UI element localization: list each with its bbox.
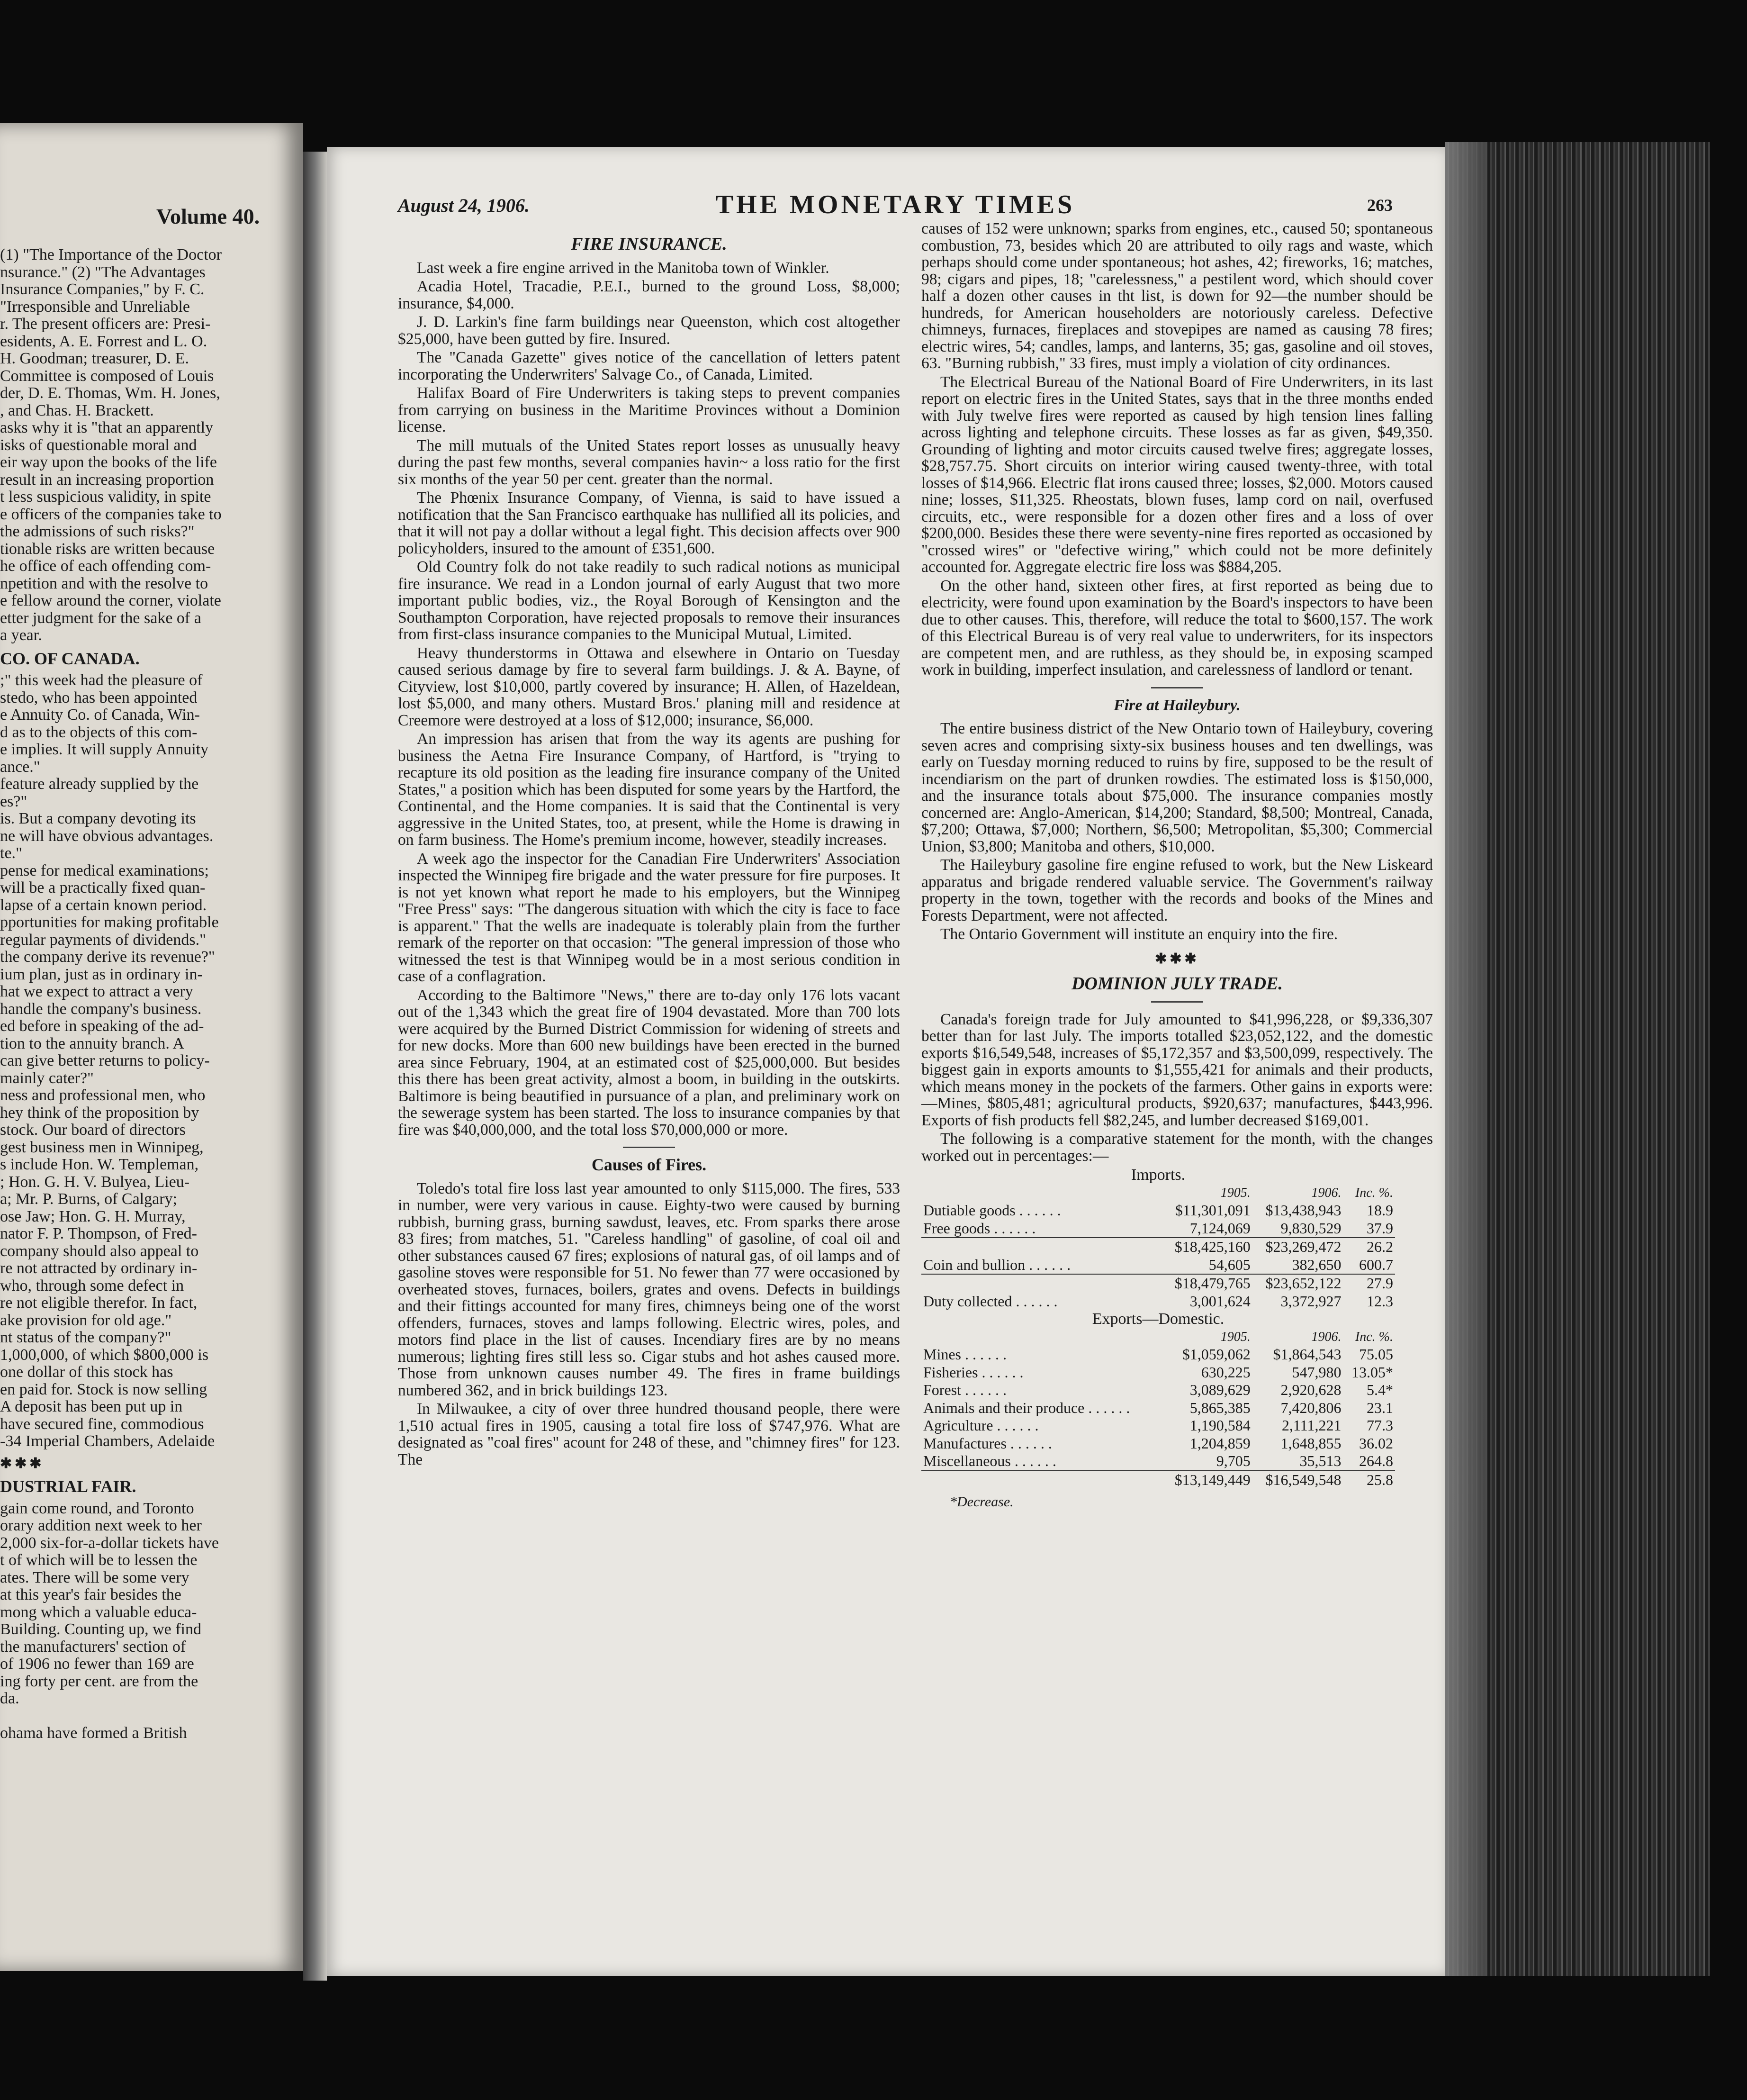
paragraph: Last week a fire engine arrived in the Manitoba town of Winkler.: [417, 259, 829, 277]
text-line: en paid for. Stock is now selling: [0, 1381, 207, 1398]
table-row: [921, 1471, 1395, 1489]
row-label: Agriculture . . . . . .: [923, 1417, 1039, 1434]
paragraph: Heavy thunderstorms in Ottawa and elsewhere in Ontario on Tuesday caused serious damage by fire to several farm buildings. J. & A. Bayne, of Cityview, lost $10,000, partly covered by insurance; H. Allen, of Hazeldean, lost $5,000, and many others. Mustard Bros.' planing mill and residence at Creemore were destroyed at a loss of $12,000; insurance, $6,000.: [398, 644, 900, 729]
section-title: Imports.: [1131, 1166, 1186, 1184]
value-1905: $1,059,062: [1182, 1346, 1251, 1363]
table-section-title: [921, 1310, 1395, 1328]
header-cell: Inc. %.: [1355, 1185, 1393, 1200]
paragraph: The "Canada Gazette" gives notice of the cancellation of letters patent incorporating the Underwriters' Salvage Co., of Canada, Limited.: [398, 349, 900, 383]
value-1905: 7,124,069: [1189, 1219, 1251, 1237]
text-line: e fellow around the corner, violate: [0, 592, 221, 609]
value-inc: 5.4*: [1367, 1381, 1393, 1398]
value-inc: 27.9: [1343, 1274, 1395, 1293]
text-line: eir way upon the books of the life: [0, 454, 217, 471]
paragraph: Halifax Board of Fire Underwriters is taking steps to prevent companies from carrying on business in the Maritime Provinces without a Dominion license.: [398, 384, 900, 435]
text-line: will be a practically fixed quan-: [0, 879, 206, 896]
table-row: [921, 1293, 1395, 1311]
section-separator: ✱✱✱: [1155, 950, 1199, 967]
value-1905: 3,001,624: [1189, 1292, 1251, 1310]
value-inc: 25.8: [1343, 1471, 1395, 1489]
row-label: Free goods . . . . . .: [923, 1219, 1036, 1237]
paragraph: Acadia Hotel, Tracadie, P.E.I., burned to the ground Loss, $8,000; insurance, $4,000.: [398, 278, 900, 312]
value-1905: 1,204,859: [1189, 1434, 1251, 1452]
page-number: 263: [1367, 196, 1393, 215]
paragraph: In Milwaukee, a city of over three hundred thousand people, there were 1,510 actual fires in 1905, causing a total fire loss of $747,976. What are designated as "coal fires" acount for 248 of these, and "chimney fires" for 123. The: [398, 1400, 900, 1468]
table-row: [921, 1346, 1395, 1364]
value-1906: $23,269,472: [1252, 1238, 1343, 1256]
value-1906: $23,652,122: [1252, 1274, 1343, 1293]
text-line: r. The present officers are: Presi-: [0, 316, 211, 333]
value-1905: $18,479,765: [1162, 1274, 1252, 1293]
text-line: result in an increasing proportion: [0, 471, 214, 489]
row-label: [921, 1274, 1162, 1293]
text-line: ates. There will be some very: [0, 1569, 189, 1586]
text-line: e implies. It will supply Annuity: [0, 741, 209, 758]
value-1906: $16,549,548: [1252, 1471, 1343, 1489]
table-row: [921, 1435, 1395, 1453]
section-separator: ✱✱✱: [0, 1455, 45, 1471]
text-line: of 1906 no fewer than 169 are: [0, 1656, 194, 1673]
text-line: ne will have obvious advantages.: [0, 827, 214, 845]
text-line: nt status of the company?": [0, 1329, 171, 1346]
text-line: s include Hon. W. Templeman,: [0, 1156, 199, 1173]
text-line: te.": [0, 845, 22, 862]
value-1905: 3,089,629: [1189, 1381, 1251, 1398]
row-label: Duty collected . . . . . .: [923, 1292, 1058, 1310]
text-line: t less suspicious validity, in spite: [0, 489, 211, 506]
row-label: Manufactures . . . . . .: [923, 1434, 1052, 1452]
row-label: Mines . . . . . .: [923, 1346, 1007, 1363]
table-row: [921, 1452, 1395, 1471]
text-line: a; Mr. P. Burns, of Calgary;: [0, 1191, 177, 1208]
row-label: Animals and their produce . . . . . .: [923, 1399, 1130, 1416]
paragraph: A week ago the inspector for the Canadian Fire Underwriters' Association inspected the Winnipeg fire brigade and the water pressure for fire purposes. It is not yet known what report he made to his employers, but the Winnipeg "Free Press" says: "The dangerous situation with which the city is face to face is apparent." That the wells are inadequate is tolerably plain from the further remark of the reporter on that occasion: "The general impression of those who witnessed the test is that Winnipeg would be in a most serious condition in case of a conflagration.: [398, 850, 900, 985]
value-inc: 264.8: [1359, 1452, 1393, 1469]
text-line: ium plan, just as in ordinary in-: [0, 966, 203, 983]
text-line: one dollar of this stock has: [0, 1364, 173, 1381]
text-line: ose Jaw; Hon. G. H. Murray,: [0, 1208, 186, 1225]
text-line: a year.: [0, 627, 42, 644]
text-line: is. But a company devoting its: [0, 810, 196, 827]
text-line: [0, 1708, 265, 1725]
value-1905: 630,225: [1201, 1363, 1251, 1381]
text-line: Building. Counting up, we find: [0, 1621, 201, 1638]
value-1905: 5,865,385: [1189, 1399, 1251, 1416]
text-line: pportunities for making profitable: [0, 914, 219, 931]
text-line: (1) "The Importance of the Doctor: [0, 246, 222, 263]
footnote: *Decrease.: [950, 1494, 1014, 1510]
text-line: es?": [0, 793, 27, 810]
left-section-heading: CO. OF CANADA.: [0, 650, 140, 667]
value-1906: $1,864,543: [1273, 1346, 1342, 1363]
text-line: ake provision for old age.": [0, 1312, 172, 1329]
table-header-row: [921, 1184, 1395, 1202]
masthead: [398, 190, 1393, 218]
column-rule: [1151, 687, 1203, 688]
text-line: gain come round, and Toronto: [0, 1500, 194, 1517]
paragraph: The Phœnix Insurance Company, of Vienna, is said to have issued a notification that the San Francisco earthquake has nullified all its policies, and that it will not pay a dollar without a legal fight. This decision affects over 900 policyholders, insured to the amount of £351,600.: [398, 489, 900, 557]
header-cell: [921, 1328, 1162, 1346]
text-line: orary addition next week to her: [0, 1517, 202, 1534]
text-line: tion to the annuity branch. A: [0, 1035, 185, 1052]
text-line: who, through some defect in: [0, 1277, 184, 1294]
book-gutter: [303, 152, 327, 1981]
text-line: stock. Our board of directors: [0, 1122, 186, 1139]
text-line: the manufacturers' section of: [0, 1638, 186, 1656]
value-1906: 9,830,529: [1280, 1219, 1342, 1237]
row-label: Coin and bullion . . . . . .: [923, 1256, 1071, 1273]
paragraph: Old Country folk do not take readily to such radical notions as municipal fire insurance. We read in a London journal of early August that two more important public bodies, viz., the Royal Borough of Kensington and the Southampton Corporation, have rejected proposals to remove their insurances from first-class insurance companies to the Municipal Mutual, Limited.: [398, 558, 900, 643]
text-line: ance.": [0, 758, 40, 776]
value-1906: 2,920,628: [1280, 1381, 1342, 1398]
text-line: , and Chas. H. Brackett.: [0, 402, 154, 419]
text-line: t of which will be to lessen the: [0, 1552, 198, 1569]
text-line: npetition and with the resolve to: [0, 575, 208, 592]
text-line: Committee is composed of Louis: [0, 367, 214, 385]
paragraph: causes of 152 were unknown; sparks from engines, etc., caused 50; spontaneous combustion, 73, besides which 20 are attributed to oily rags and waste, which perhaps should come under spontaneous; hot ashes, 42; fireworks, 16; matches, 98; cigars and pipes, 18; "carelessness," a pestilent word, which should cover half a dozen other causes in tht list, is down for 92—the number should be hundreds, for American householders are notoriously careless. Defective chimneys, furnaces, fireplaces and stovepipes are named as causing 78 fires; electric wires, 54; candles, lamps, and lanterns, 35; gas, gasoline and oil stoves, 63. "Burning rubbish," 33 fires, must imply a violation of city ordinances.: [921, 220, 1433, 372]
text-line: ness and professional men, who: [0, 1087, 206, 1104]
value-1905: 1,190,584: [1189, 1417, 1251, 1434]
text-line: ;" this week had the pleasure of: [0, 672, 203, 689]
text-line: asks why it is "that an apparently: [0, 419, 214, 436]
left-section-heading-2: DUSTRIAL FAIR.: [0, 1478, 136, 1495]
column-rule: [623, 1147, 675, 1148]
paragraph: The following is a comparative statement for the month, with the changes worked out in percentages:—: [921, 1130, 1433, 1165]
paragraph: The Ontario Government will institute an enquiry into the fire.: [940, 925, 1338, 943]
table-row: [921, 1364, 1395, 1382]
text-line: da.: [0, 1690, 19, 1707]
text-line: der, D. E. Thomas, Wm. H. Jones,: [0, 385, 220, 402]
right-page: [327, 147, 1445, 1976]
value-inc: 12.3: [1367, 1292, 1393, 1310]
value-1906: $13,438,943: [1265, 1202, 1342, 1219]
newspaper-title: THE MONETARY TIMES: [715, 190, 1075, 219]
value-inc: 600.7: [1359, 1256, 1393, 1273]
column-right: [921, 220, 1433, 1511]
text-line: re not eligible therefor. In fact,: [0, 1294, 198, 1312]
value-1906: 3,372,927: [1280, 1292, 1342, 1310]
header-cell: 1906.: [1311, 1185, 1342, 1200]
value-1906: 1,648,855: [1280, 1434, 1342, 1452]
value-inc: 36.02: [1359, 1434, 1393, 1452]
row-label: Miscellaneous . . . . . .: [923, 1452, 1056, 1469]
value-inc: 18.9: [1367, 1202, 1393, 1219]
text-line: ; Hon. G. H. V. Bulyea, Lieu-: [0, 1173, 190, 1191]
paragraph: J. D. Larkin's fine farm buildings near Queenston, which cost altogether $25,000, have been gutted by fire. Insured.: [398, 313, 900, 348]
text-line: hat we expect to attract a very: [0, 983, 193, 1000]
header-cell: [921, 1184, 1162, 1202]
text-line: hey think of the proposition by: [0, 1104, 199, 1122]
left-page-column: [0, 246, 265, 1742]
text-line: gest business men in Winnipeg,: [0, 1139, 204, 1156]
text-line: isks of questionable moral and: [0, 436, 197, 454]
text-line: feature already supplied by the: [0, 776, 199, 793]
left-page-heading: Volume 40.: [156, 204, 260, 228]
header-cell: Inc. %.: [1355, 1329, 1393, 1344]
row-label: Forest . . . . . .: [923, 1381, 1007, 1398]
column-left: [398, 227, 900, 1470]
value-1905: 9,705: [1216, 1452, 1251, 1469]
text-line: A deposit has been put up in: [0, 1398, 183, 1415]
paragraph: The Haileybury gasoline fire engine refused to work, but the New Liskeard apparatus and brigade rendered valuable service. The Government's railway property in the town, together with the records and books of the Mines and Forests Department, were not affected.: [921, 856, 1433, 924]
paragraph: Toledo's total fire loss last year amounted to only $115,000. The fires, 533 in number, were very various in cause. Eighty-two were caused by burning rubbish, burning grass, burning sawdust, leaves, etc. From sparks there arose 83 fires; from matches, 51. "Careless handling" of gasoline, of coal oil and other substances caused 67 fires; explosions of natural gas, of oil lamps and of gasoline stoves were responsible for 51. No fewer than 77 were occasioned by overheated stoves, furnaces, boilers, grates and ovens. Defects in buildings and their fittings accounted for many fires, chimneys being one of the worst offenders, furnaces, stoves and lamps following. Electric wires, poles, and motors find place in the list of causes. Incendiary fires are by no means numerous; lighting fires still less so. Cigar stubs and hot ashes caused more. Those from unknown causes number 49. The fires in frame buildings numbered 362, and in brick buildings 123.: [398, 1179, 900, 1399]
text-line: ing forty per cent. are from the: [0, 1673, 198, 1690]
text-line: "Irresponsible and Unreliable: [0, 298, 190, 316]
value-inc: 37.9: [1367, 1219, 1393, 1237]
row-label: Fisheries . . . . . .: [923, 1363, 1024, 1381]
text-line: tionable risks are written because: [0, 540, 215, 558]
table-row: [921, 1417, 1395, 1435]
paragraph: On the other hand, sixteen other fires, at first reported as being due to electricity, were found upon examination by the Board's inspectors to have been due to other causes. This, therefore, will reduce the total to $600,157. The work of this Electrical Bureau is of very real value to underwriters, for its inspectors are competent men, and are ruthless, as they should be, in exposing scamped work in building, imperfect insulation, and carelessness of landlord or tenant.: [921, 577, 1433, 679]
text-line: have secured fine, commodious: [0, 1415, 204, 1433]
text-line: 1,000,000, of which $800,000 is: [0, 1346, 209, 1364]
text-line: at this year's fair besides the: [0, 1586, 181, 1603]
dominion-trade-heading: DOMINION JULY TRADE.: [1072, 974, 1283, 994]
table-row: [921, 1256, 1395, 1275]
table-row: [921, 1220, 1395, 1238]
issue-date: August 24, 1906.: [398, 195, 530, 216]
row-label: Dutiable goods . . . . . .: [923, 1202, 1061, 1219]
text-line: 2,000 six-for-a-dollar tickets have: [0, 1534, 219, 1552]
value-inc: 13.05*: [1351, 1363, 1393, 1381]
row-label: [921, 1238, 1162, 1256]
text-line: can give better returns to policy-: [0, 1052, 210, 1069]
value-inc: 23.1: [1367, 1399, 1393, 1416]
text-line: nator F. P. Thompson, of Fred-: [0, 1225, 197, 1242]
value-1906: 7,420,806: [1280, 1399, 1342, 1416]
value-1906: 382,650: [1292, 1256, 1342, 1273]
table-section-title: [921, 1166, 1395, 1184]
header-cell: 1906.: [1311, 1329, 1342, 1344]
value-1905: $11,301,091: [1175, 1202, 1251, 1219]
table-row: [921, 1399, 1395, 1417]
table-row: [921, 1202, 1395, 1220]
value-1906: 547,980: [1292, 1363, 1342, 1381]
value-inc: 77.3: [1367, 1417, 1393, 1434]
value-1905: 54,605: [1208, 1256, 1251, 1273]
header-cell: 1905.: [1220, 1185, 1251, 1200]
value-1905: $18,425,160: [1162, 1238, 1252, 1256]
text-line: H. Goodman; treasurer, D. E.: [0, 350, 189, 367]
text-line: esidents, A. E. Forrest and L. O.: [0, 333, 207, 350]
column-rule: [1151, 1001, 1203, 1003]
book-page-edges: [1445, 142, 1710, 1976]
paragraph: An impression has arisen that from the way its agents are pushing for business the Aetna Fire Insurance Company, of Hartford, is "trying to recapture its old position as the leading fire insurance company of the United States," a position which has been disputed for some years by the Hartford, the Continental, and the Home companies. It is said that the Continental is very aggressive in the United States, too, at present, while the Home is drawing in on farm business. The Home's premium income, however, steadily increases.: [398, 730, 900, 849]
value-1906: 35,513: [1299, 1452, 1342, 1469]
text-line: handle the company's business.: [0, 1000, 202, 1018]
text-line: re not attracted by ordinary in-: [0, 1260, 198, 1277]
table-header-row: [921, 1328, 1395, 1346]
value-inc: 75.05: [1359, 1346, 1393, 1363]
text-line: mainly cater?": [0, 1069, 94, 1087]
paragraph: Canada's foreign trade for July amounted to $41,996,228, or $9,336,307 better than for last July. The imports totalled $23,052,122, and the domestic exports $16,549,548, increases of $5,172,357 and $3,500,099, respectively. The biggest gain in exports amounts to $1,555,421 for animals and their products, which means money in the pockets of the farmers. Other gains in exports were:—Mines, $805,481; agricultural products, $920,637; manufactures, $443,996. Exports of fish products fell $82,245, and lumber decreased $169,001.: [921, 1010, 1433, 1129]
section-title: Exports—Domestic.: [1092, 1310, 1225, 1328]
value-1905: $13,149,449: [1162, 1471, 1252, 1489]
table-row: [921, 1274, 1395, 1293]
text-line: stedo, who has been appointed: [0, 689, 198, 706]
paragraph: The entire business district of the New Ontario town of Haileybury, covering seven acres and comprising sixty-six business houses and ten dwellings, was early on Tuesday morning reduced to ruins by fire, supposed to be the result of incendiarism on the part of drunken rowdies. The estimated loss is $150,000, and the insurance totals about $75,000. The insurance companies mostly concerned are: Anglo-American, $14,200; Standard, $8,500; Montreal, Canada, $7,200; Ottawa, $7,000; Northern, $6,500; Metropolitan, $5,300; Commercial Union, $3,800; Manitoba and others, $10,000.: [921, 720, 1433, 855]
book-spread: [0, 123, 1468, 1990]
row-label: [921, 1471, 1162, 1489]
fire-insurance-heading: FIRE INSURANCE.: [571, 234, 727, 254]
text-line: mong which a valuable educa-: [0, 1603, 197, 1621]
text-line: pense for medical examinations;: [0, 862, 209, 879]
text-line: the company derive its revenue?": [0, 949, 215, 966]
text-line: company should also appeal to: [0, 1242, 199, 1260]
text-line: lapse of a certain known period.: [0, 896, 207, 914]
value-inc: 26.2: [1343, 1238, 1395, 1256]
left-page: [0, 123, 303, 1971]
text-line: regular payments of dividends.": [0, 931, 206, 949]
text-line: -34 Imperial Chambers, Adelaide: [0, 1433, 215, 1450]
paragraph: The Electrical Bureau of the National Board of Fire Underwriters, in its last report on electric fires in the United States, says that in the three months ended with July twelve fires were reported as caused by high tension lines falling across lighting and telephone circuits. These losses as far as given, $49,350. Grounding of lighting and motor circuits caused twelve fires; aggregate losses, $28,757.75. Short circuits on interior wiring caused twenty-three, with total losses of $14,966. Electric flat irons caused three; losses, $2,000. Motors caused nine; losses, $11,325. Rheostats, blown fuses, lamp cord on nail, overfused circuits, etc., were responsible for a dozen other fires and a loss of over $200,000. Besides these there were seventy-nine fires reported as occasioned by "crossed wires" or "defective wiring," which could not be more definitely accounted for. Aggregate electric fire loss was $884,205.: [921, 373, 1433, 576]
text-line: etter judgment for the sake of a: [0, 609, 201, 627]
paragraph: According to the Baltimore "News," there are to-day only 176 lots vacant out of the 1,343 which the great fire of 1904 devastated. More than 700 lots were acquired by the Burned District Commission for widening of streets and for new docks. More than 600 new buildings have been erected in the burned area since February, 1904, at an estimated cost of $25,000,000. But besides this there has been great activity, almost a boom, in building in the outskirts. Baltimore is being beautified in pursuance of a plan, and preliminary work on the sewerage system has been started. The loss to insurance companies by that fire was $40,000,000, and the total loss $70,000,000 or more.: [398, 986, 900, 1139]
text-line: ohama have formed a British: [0, 1725, 187, 1742]
text-line: the admissions of such risks?": [0, 523, 195, 540]
table-row: [921, 1381, 1395, 1399]
text-line: ed before in speaking of the ad-: [0, 1018, 204, 1035]
text-line: nsurance." (2) "The Advantages: [0, 263, 206, 281]
haileybury-heading: Fire at Haileybury.: [1114, 696, 1241, 714]
text-line: he office of each offending com-: [0, 558, 211, 575]
text-line: e officers of the companies take to: [0, 506, 222, 523]
header-cell: 1905.: [1220, 1329, 1251, 1344]
trade-table: [921, 1166, 1395, 1489]
text-line: d as to the objects of this com-: [0, 724, 198, 741]
value-1906: 2,111,221: [1281, 1417, 1342, 1434]
paragraph: The mill mutuals of the United States report losses as unusually heavy during the past few months, several companies havin~ a loss ratio for the first six months of the year 50 per cent. greater than the normal.: [398, 436, 900, 488]
text-line: Insurance Companies," by F. C.: [0, 281, 205, 298]
text-line: e Annuity Co. of Canada, Win-: [0, 706, 200, 724]
table-row: [921, 1238, 1395, 1256]
causes-of-fires-heading: Causes of Fires.: [591, 1155, 707, 1174]
